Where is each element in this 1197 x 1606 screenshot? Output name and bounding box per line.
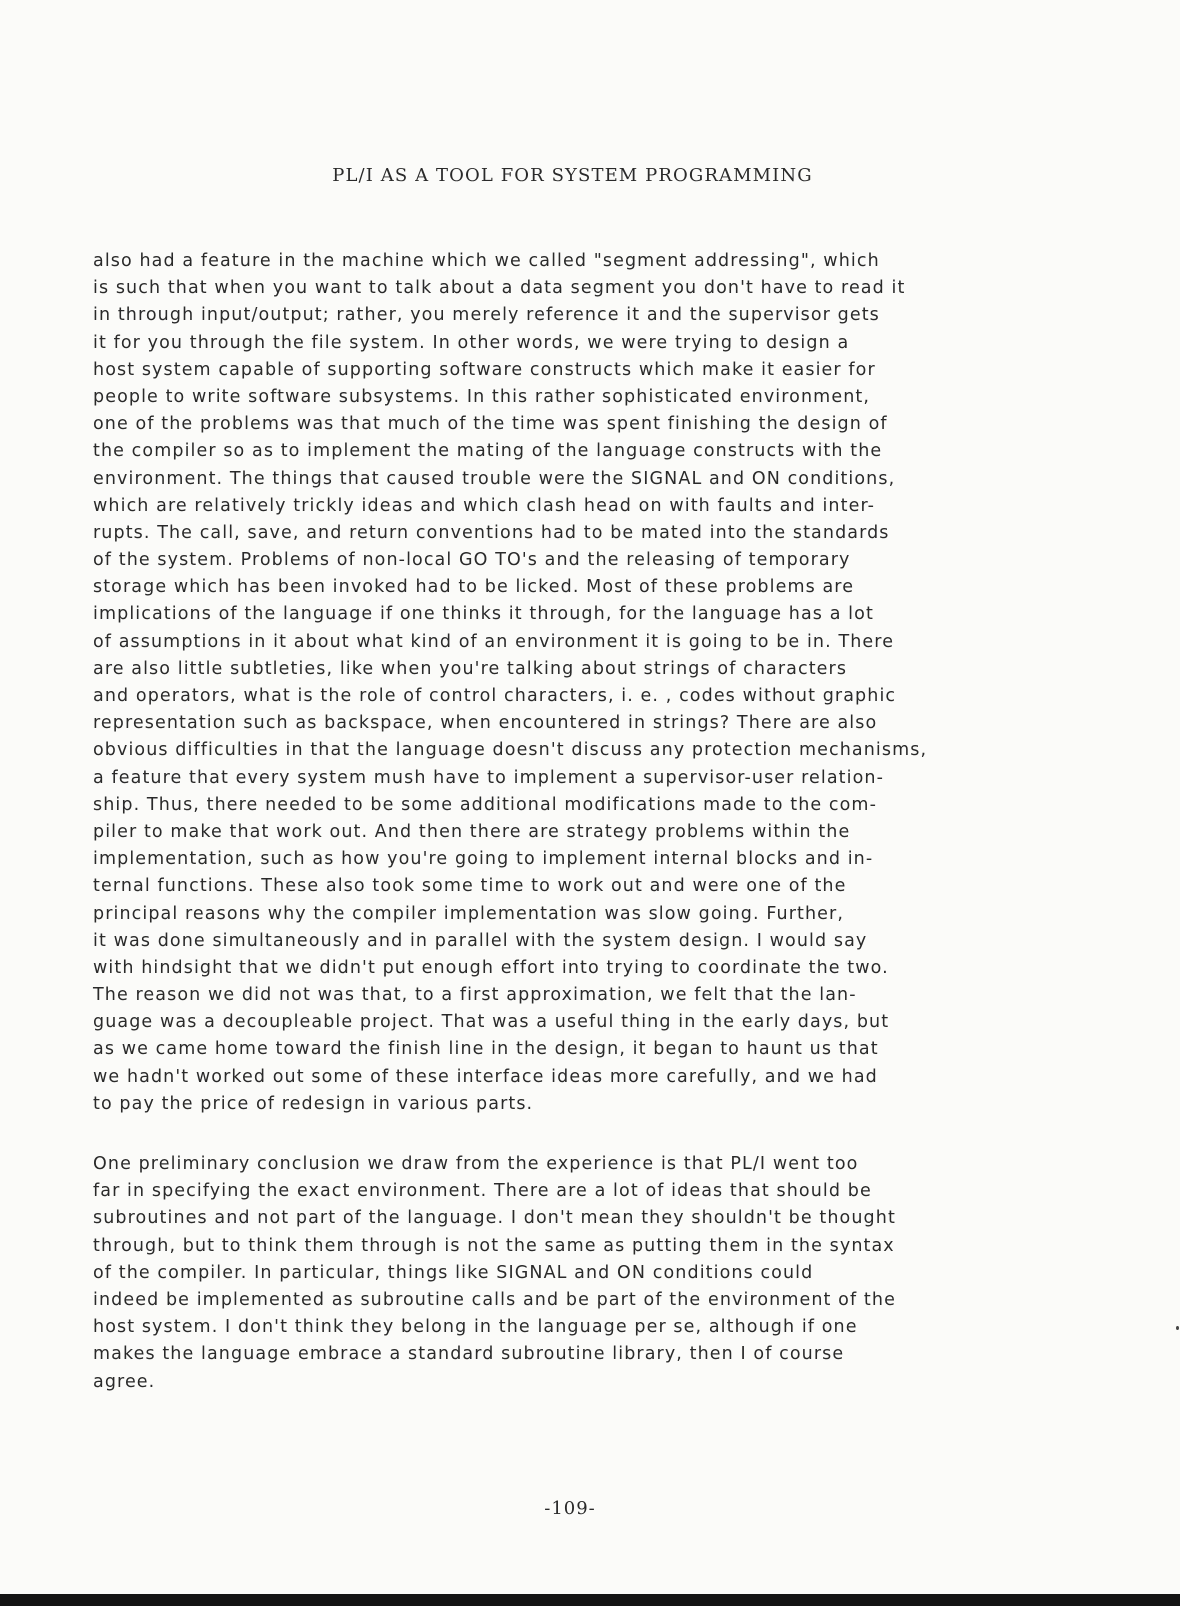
text-line: far in specifying the exact environment. There are a lot of ideas that should be [93,1181,872,1202]
text-line: implications of the language if one thinks it through, for the language has a lot [93,604,874,625]
text-line: people to write software subsystems. In this rather sophisticated environment, [93,386,871,407]
text-line: which are relatively trickly ideas and which clash head on with faults and inter- [93,495,876,516]
paragraph-1 [93,248,927,1118]
text-line: through, but to think them through is not the same as putting them in the syntax [93,1235,895,1256]
text-line: obvious difficulties in that the language doesn't discuss any protection mechanisms, [93,740,928,761]
text-line: of assumptions in it about what kind of an environment it is going to be in. There [93,631,895,652]
scan-speck [1176,1326,1179,1330]
text-line: agree. [93,1371,156,1392]
text-line: ternal functions. These also took some time to work out and were one of the [93,876,847,897]
text-line: are also little subtleties, like when you're talking about strings of characters [93,658,848,679]
text-line: the compiler so as to implement the mating of the language constructs with the [93,441,883,462]
text-line: and operators, what is the role of control characters, i. e. , codes without graphic [93,686,897,706]
text-line: a feature that every system mush have to implement a supervisor-user relation- [93,767,885,788]
text-line: The reason we did not was that, to a first approximation, we felt that the lan- [93,985,857,1006]
text-line: piler to make that work out. And then there are strategy problems within the [93,821,851,842]
text-line: it was done simultaneously and in parallel with the system design. I would say [93,930,868,951]
text-line: we hadn't worked out some of these interface ideas more carefully, and we had [93,1066,878,1087]
text-line: in through input/output; rather, you merely reference it and the supervisor gets [93,305,880,326]
text-line: storage which has been invoked had to be licked. Most of these problems are [93,577,855,598]
text-line: implementation, such as how you're going to implement internal blocks and in- [93,849,874,870]
text-line: host system capable of supporting software constructs which make it easier for [93,359,876,380]
text-line: environment. The things that caused trouble were the SIGNAL and ON conditions, [93,468,896,489]
text-line: subroutines and not part of the language. I don't mean they shouldn't be thought [93,1208,896,1229]
text-line: of the system. Problems of non-local GO TO's and the releasing of temporary [93,550,851,571]
scan-margin [1180,0,1197,1606]
text-line: rupts. The call, save, and return conventions had to be mated into the standards [93,522,890,543]
text-line: makes the language embrace a standard subroutine library, then I of course [93,1344,845,1365]
text-line: host system. I don't think they belong in the language per se, although if one [93,1317,858,1338]
text-line: to pay the price of redesign in various parts. [93,1093,534,1114]
text-line: principal reasons why the compiler implementation was slow going. Further, [93,903,845,924]
text-line: with hindsight that we didn't put enough effort into trying to coordinate the two. [93,957,889,978]
text-line: representation such as backspace, when encountered in strings? There are also [93,713,878,734]
text-line: guage was a decoupleable project. That was a useful thing in the early days, but [93,1012,890,1033]
paragraph-2 [93,1151,896,1396]
page-title: PL/I AS A TOOL FOR SYSTEM PROGRAMMING [332,165,813,186]
text-line: one of the problems was that much of the time was spent finishing the design of [93,414,888,435]
text-line: One preliminary conclusion we draw from the experience is that PL/I went too [93,1154,859,1174]
text-line: ship. Thus, there needed to be some additional modifications made to the com- [93,794,877,815]
text-line: indeed be implemented as subroutine calls and be part of the environment of the [93,1289,896,1310]
text-line: of the compiler. In particular, things like SIGNAL and ON conditions could [93,1262,814,1283]
text-line: also had a feature in the machine which we called "segment addressing", which [93,251,880,271]
text-line: it for you through the file system. In other words, we were trying to design a [93,332,850,353]
page-number: -109- [544,1498,596,1519]
text-line: is such that when you want to talk about a data segment you don't have to read it [93,278,906,299]
text-line: as we came home toward the finish line in the design, it began to haunt us that [93,1039,879,1060]
scan-bottom-edge [0,1594,1180,1606]
